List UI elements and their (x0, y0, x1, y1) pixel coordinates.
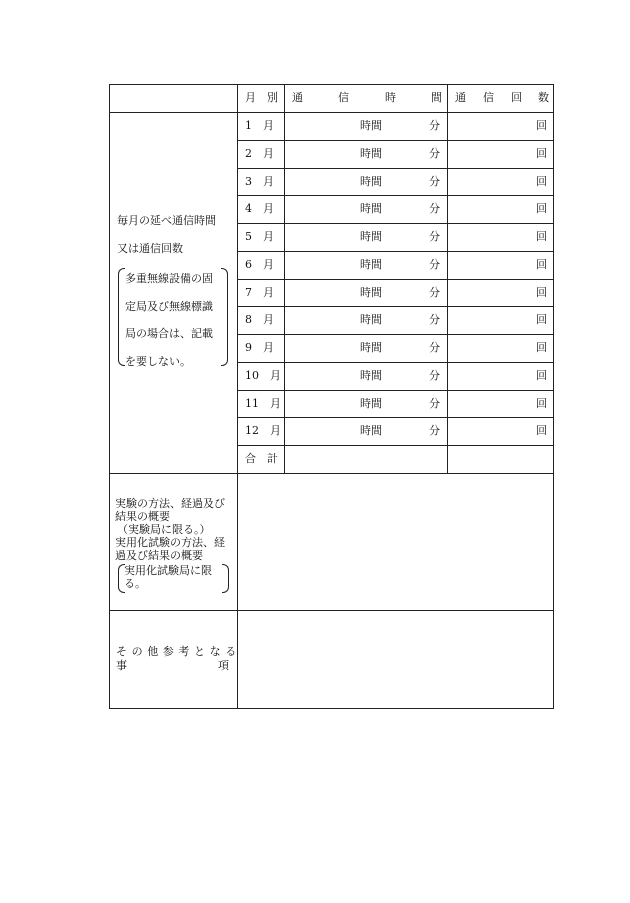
times-unit: 回 (536, 313, 547, 326)
table-border-bottom (109, 708, 554, 709)
table-border-left (109, 84, 110, 709)
month-label: 4 月 (245, 202, 274, 215)
experiment-label-line: 過及び結果の概要 (115, 549, 203, 562)
hours-unit: 時間 (360, 230, 382, 243)
minutes-unit: 分 (429, 424, 440, 437)
hours-unit: 時間 (360, 175, 382, 188)
count-header-char: 回 (511, 91, 522, 104)
minutes-unit: 分 (429, 119, 440, 132)
times-unit: 回 (536, 341, 547, 354)
time-header-char: 信 (338, 91, 349, 104)
hours-unit: 時間 (360, 147, 382, 160)
experiment-label-line: 結果の概要 (115, 510, 170, 523)
hours-unit: 時間 (360, 258, 382, 271)
month-label: 9 月 (245, 341, 274, 354)
monthly-note-line: 多重無線設備の固 (125, 272, 213, 285)
minutes-unit: 分 (429, 147, 440, 160)
section-divider (109, 610, 554, 611)
table-border-top (109, 84, 554, 85)
times-unit: 回 (536, 286, 547, 299)
hours-unit: 時間 (360, 313, 382, 326)
monthly-label-line: 毎月の延べ通信時間 (117, 214, 216, 227)
month-label: 12 月 (245, 424, 281, 437)
label-column-divider (237, 84, 238, 709)
hours-unit: 時間 (360, 341, 382, 354)
note-bracket-right (221, 268, 228, 366)
monthly-note-line: 局の場合は、記載 (125, 327, 213, 340)
month-label: 6 月 (245, 258, 274, 271)
month-label: 3 月 (245, 175, 274, 188)
times-unit: 回 (536, 258, 547, 271)
minutes-unit: 分 (429, 286, 440, 299)
hours-unit: 時間 (360, 369, 382, 382)
total-label: 合 計 (245, 452, 278, 465)
trial-bracket-right (222, 564, 229, 593)
experiment-bracket-line: る。 (124, 577, 146, 590)
monthly-note-line: を要しない。 (125, 355, 191, 368)
minutes-unit: 分 (429, 175, 440, 188)
month-column-divider (284, 84, 285, 473)
report-form (109, 84, 554, 709)
times-unit: 回 (536, 175, 547, 188)
experiment-label-line: 実験の方法、経過及び (115, 497, 225, 510)
time-header-char: 間 (431, 91, 442, 104)
month-label: 1 月 (245, 119, 274, 132)
experiment-label-line: （実験局に限る。） (117, 523, 211, 536)
section-divider (109, 473, 554, 474)
times-unit: 回 (536, 202, 547, 215)
count-header-char: 通 (455, 91, 466, 104)
header-divider (109, 112, 554, 113)
times-unit: 回 (536, 424, 547, 437)
time-header-char: 時 (385, 91, 396, 104)
month-column-header: 月 別 (245, 91, 278, 104)
month-label: 11 月 (245, 397, 281, 410)
table-border-right (553, 84, 554, 709)
times-unit: 回 (536, 369, 547, 382)
month-label: 8 月 (245, 313, 274, 326)
times-unit: 回 (536, 230, 547, 243)
month-label: 10 月 (245, 369, 281, 382)
monthly-note-line: 定局及び無線標識 (125, 300, 213, 313)
minutes-unit: 分 (429, 258, 440, 271)
month-label: 5 月 (245, 230, 274, 243)
experiment-bracket-line: 実用化試験局に限 (124, 564, 212, 577)
hours-unit: 時間 (360, 202, 382, 215)
monthly-label-line: 又は通信回数 (117, 242, 183, 255)
minutes-unit: 分 (429, 397, 440, 410)
minutes-unit: 分 (429, 230, 440, 243)
times-unit: 回 (536, 119, 547, 132)
experiment-label-line: 実用化試験の方法、経 (115, 536, 225, 549)
other-label-line: その他参考となる (116, 645, 241, 658)
time-column-divider (447, 84, 448, 473)
minutes-unit: 分 (429, 369, 440, 382)
hours-unit: 時間 (360, 424, 382, 437)
month-label: 2 月 (245, 147, 274, 160)
minutes-unit: 分 (429, 341, 440, 354)
other-label-char: 事 (116, 659, 127, 672)
minutes-unit: 分 (429, 313, 440, 326)
count-header-char: 数 (538, 91, 549, 104)
hours-unit: 時間 (360, 119, 382, 132)
hours-unit: 時間 (360, 397, 382, 410)
times-unit: 回 (536, 397, 547, 410)
other-label-char: 項 (218, 659, 229, 672)
times-unit: 回 (536, 147, 547, 160)
hours-unit: 時間 (360, 286, 382, 299)
count-header-char: 信 (483, 91, 494, 104)
note-bracket-left (118, 268, 125, 366)
time-header-char: 通 (292, 91, 303, 104)
month-label: 7 月 (245, 286, 274, 299)
minutes-unit: 分 (429, 202, 440, 215)
